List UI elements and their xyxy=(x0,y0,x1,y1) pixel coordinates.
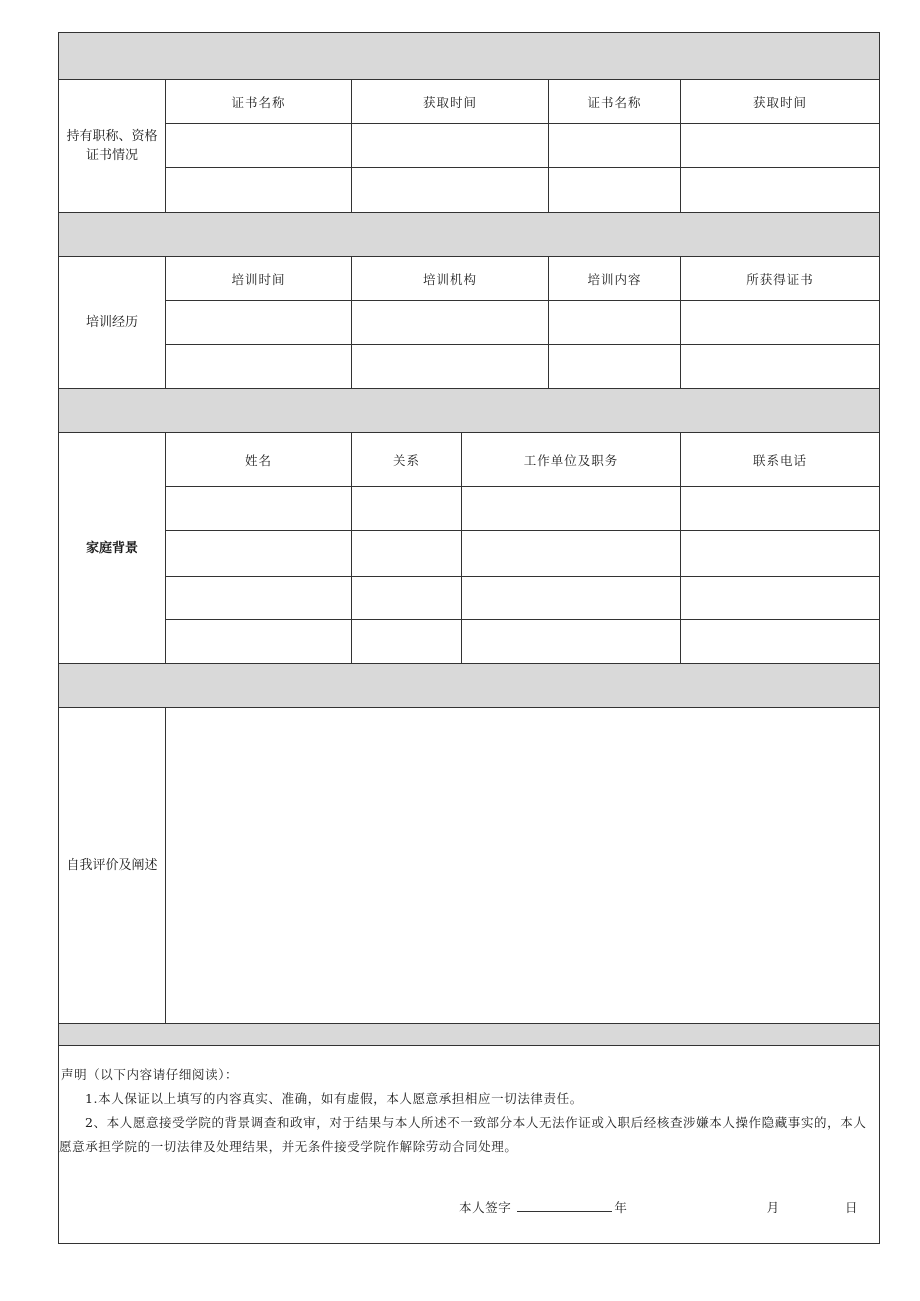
training-input-cell[interactable] xyxy=(352,301,549,345)
training-header-certificate: 所获得证书 xyxy=(681,257,879,301)
cert-input-cell[interactable] xyxy=(166,124,352,168)
family-input-cell[interactable] xyxy=(166,577,352,620)
family-input-cell[interactable] xyxy=(681,577,879,620)
training-header-institution: 培训机构 xyxy=(352,257,549,301)
training-label: 培训经历 xyxy=(59,257,166,388)
family-input-cell[interactable] xyxy=(352,620,462,663)
self-evaluation-label: 自我评价及阐述 xyxy=(59,708,166,1023)
training-header-time: 培训时间 xyxy=(166,257,352,301)
training-input-cell[interactable] xyxy=(681,301,879,345)
training-input-cell[interactable] xyxy=(166,345,352,388)
application-form-sheet xyxy=(58,32,880,1244)
training-header-content: 培训内容 xyxy=(549,257,681,301)
family-input-cell[interactable] xyxy=(681,487,879,531)
cert-header-time-1: 获取时间 xyxy=(352,80,549,124)
family-input-cell[interactable] xyxy=(166,620,352,663)
cert-input-cell[interactable] xyxy=(681,124,879,168)
cert-input-cell[interactable] xyxy=(166,168,352,212)
family-section xyxy=(59,433,879,664)
cert-input-cell[interactable] xyxy=(681,168,879,212)
section-header-band-declaration xyxy=(59,1024,879,1046)
family-header-name: 姓名 xyxy=(166,433,352,487)
declaration-title: 声明（以下内容请仔细阅读）： xyxy=(61,1067,239,1082)
section-header-band-family xyxy=(59,389,879,433)
training-input-cell[interactable] xyxy=(549,301,681,345)
family-input-cell[interactable] xyxy=(462,531,681,577)
family-input-cell[interactable] xyxy=(681,531,879,577)
family-input-cell[interactable] xyxy=(462,620,681,663)
family-header-employer: 工作单位及职务 xyxy=(462,433,681,487)
training-input-cell[interactable] xyxy=(166,301,352,345)
family-label: 家庭背景 xyxy=(59,433,166,663)
family-input-cell[interactable] xyxy=(352,487,462,531)
family-header-relation: 关系 xyxy=(352,433,462,487)
family-input-cell[interactable] xyxy=(462,487,681,531)
training-input-cell[interactable] xyxy=(352,345,549,388)
year-label: 年 xyxy=(614,1200,628,1215)
signature-label: 本人签字 xyxy=(459,1200,512,1215)
family-input-cell[interactable] xyxy=(166,531,352,577)
cert-input-cell[interactable] xyxy=(352,168,549,212)
certificates-section xyxy=(59,80,879,213)
section-header-band-training xyxy=(59,213,879,257)
section-header-band-certificates xyxy=(59,33,879,80)
family-input-cell[interactable] xyxy=(166,487,352,531)
cert-header-name-2: 证书名称 xyxy=(549,80,681,124)
training-section xyxy=(59,257,879,389)
certificates-label: 持有职称、资格证书情况 xyxy=(59,80,166,212)
declaration-item-2: 2、本人愿意接受学院的背景调查和政审，对于结果与本人所述不一致部分本人无法作证或入职后经核查涉嫌本人操作隐藏事实的，本人愿意承担学院的一切法律及处理结果，并无条件接受学院作解除劳动合同处理。 xyxy=(59,1115,867,1154)
signature-field[interactable] xyxy=(517,1199,612,1212)
section-header-band-self-evaluation xyxy=(59,664,879,708)
training-input-cell[interactable] xyxy=(549,345,681,388)
declaration-item-1: 1.本人保证以上填写的内容真实、准确，如有虚假，本人愿意承担相应一切法律责任。 xyxy=(85,1091,583,1106)
month-label: 月 xyxy=(766,1200,780,1215)
cert-input-cell[interactable] xyxy=(352,124,549,168)
family-header-phone: 联系电话 xyxy=(681,433,879,487)
family-input-cell[interactable] xyxy=(352,577,462,620)
self-evaluation-section xyxy=(59,708,879,1024)
cert-input-cell[interactable] xyxy=(549,124,681,168)
cert-header-name-1: 证书名称 xyxy=(166,80,352,124)
declaration-block xyxy=(59,1046,879,1243)
training-input-cell[interactable] xyxy=(681,345,879,388)
signature-row xyxy=(459,1196,858,1220)
cert-header-time-2: 获取时间 xyxy=(681,80,879,124)
family-input-cell[interactable] xyxy=(462,577,681,620)
cert-input-cell[interactable] xyxy=(549,168,681,212)
family-input-cell[interactable] xyxy=(352,531,462,577)
self-evaluation-input[interactable] xyxy=(166,708,879,1023)
day-label: 日 xyxy=(844,1200,859,1215)
family-input-cell[interactable] xyxy=(681,620,879,663)
